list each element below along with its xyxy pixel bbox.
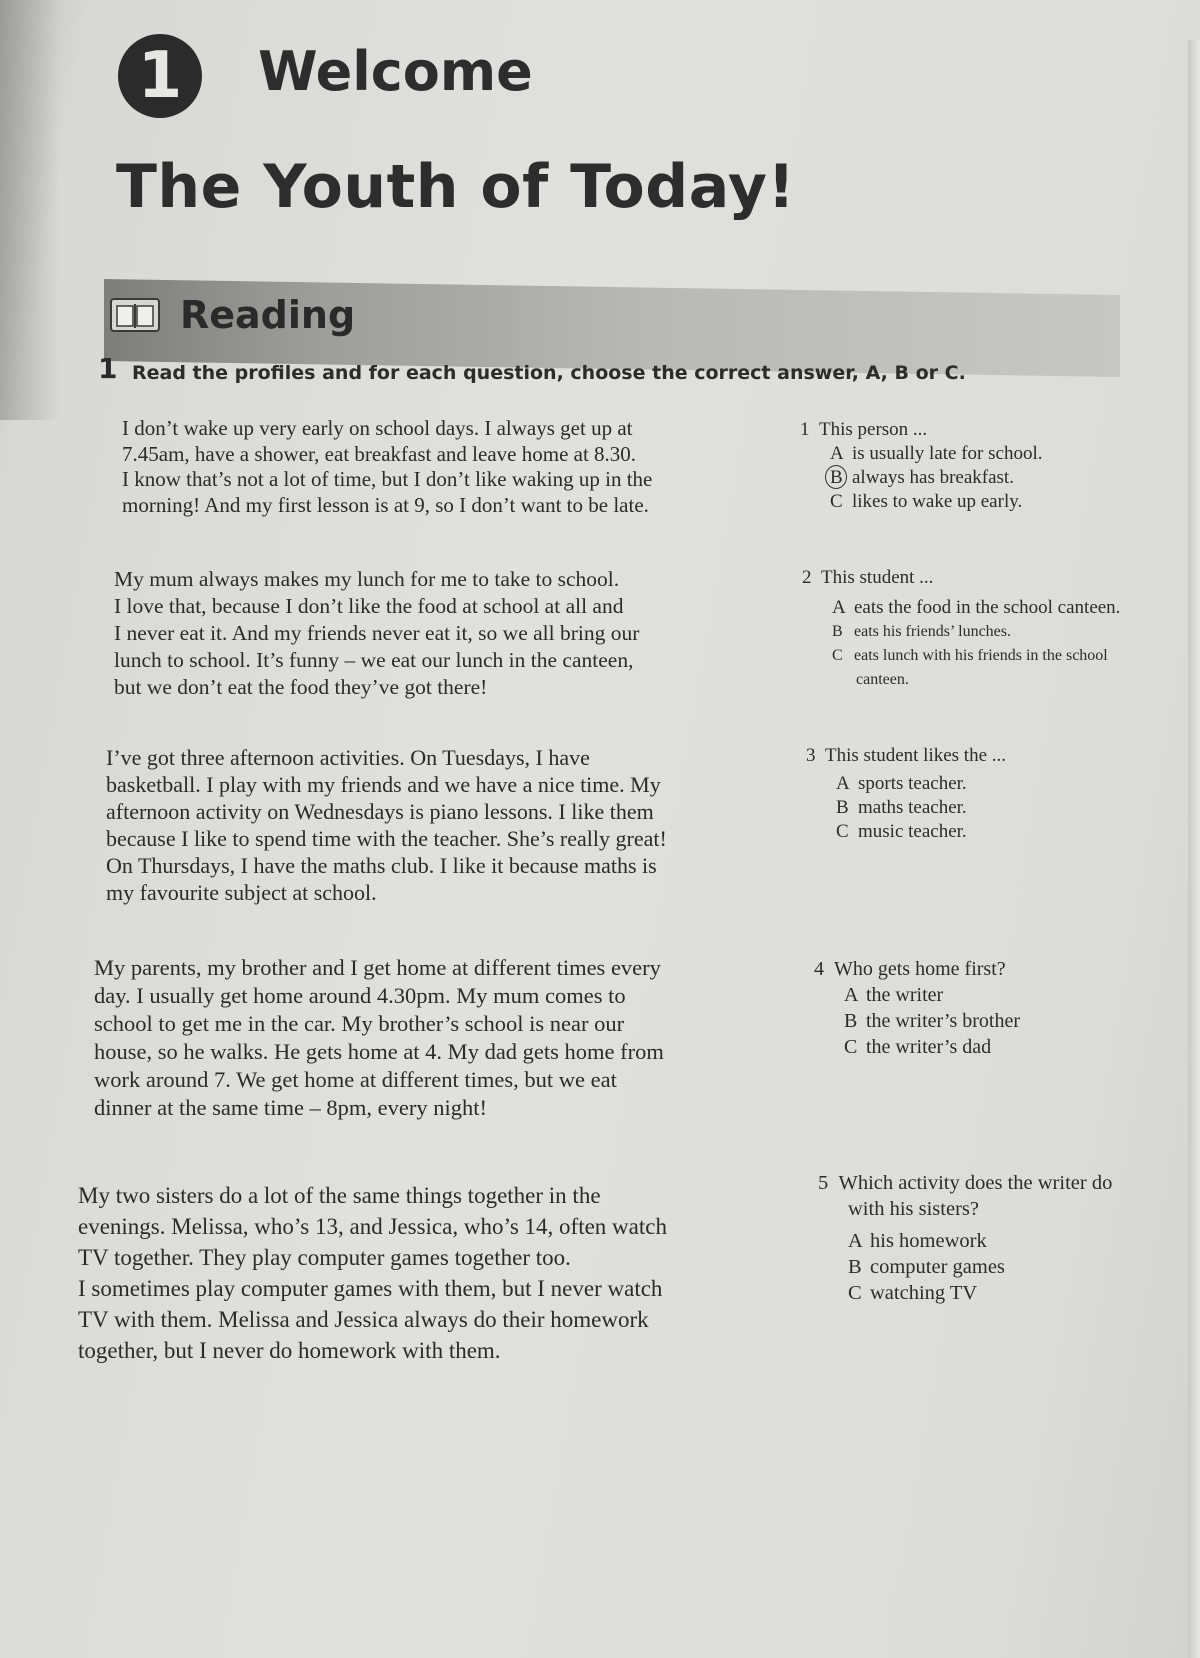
option-c[interactable]: C eats lunch with his friends in the school [832,647,1108,664]
profile-line: day. I usually get home around 4.30pm. My mum comes to [94,983,626,1008]
question-4 [814,956,1020,1060]
profile-line: I don’t wake up very early on school days. I always get up at [122,416,633,440]
profile-line: dinner at the same time – 8pm, every night! [94,1095,488,1120]
profile-5 [78,1180,667,1366]
profile-line: basketball. I play with my friends and we have a nice time. My [106,772,661,797]
option-a[interactable]: A eats the food in the school canteen. [832,597,1121,618]
question-stem-continued: with his sisters? [848,1198,979,1220]
profile-line: work around 7. We get home at different times, but we eat [94,1067,617,1092]
profile-line: I sometimes play computer games with them, but I never watch [78,1276,663,1301]
profile-line: TV together. They play computer games together too. [78,1245,571,1270]
option-c[interactable]: C likes to wake up early. [830,491,1023,512]
question-2 [802,566,1120,692]
question-1 [800,418,1043,514]
option-b[interactable]: B the writer’s brother [844,1010,1021,1032]
question-stem: 4 Who gets home first? [814,958,1006,980]
option-a[interactable]: A sports teacher. [836,773,967,794]
unit-title: Welcome [258,40,533,103]
unit-number-badge: 1 [118,34,202,118]
question-stem: 5 Which activity does the writer do [818,1172,1113,1194]
profile-line: My mum always makes my lunch for me to take to school. [114,567,620,591]
option-c[interactable]: C music teacher. [836,821,967,842]
circled-answer-mark: B [830,466,852,490]
profile-line: because I like to spend time with the teacher. She’s really great! [106,826,667,851]
profile-4 [94,954,664,1122]
option-a[interactable]: A his homework [848,1230,987,1252]
question-stem: 3 This student likes the ... [806,745,1007,766]
section-title: Reading [180,293,356,337]
profile-2 [114,566,639,701]
question-stem: 1 This person ... [800,419,928,440]
option-c-continued: canteen. [856,671,909,688]
profile-line: together, but I never do homework with them. [78,1338,501,1363]
profile-line: I know that’s not a lot of time, but I don’t like waking up in the [122,467,653,491]
profile-line: TV with them. Melissa and Jessica always do their homework [78,1307,649,1332]
profile-line: house, so he walks. He gets home at 4. My dad gets home from [94,1039,664,1064]
profile-line: My two sisters do a lot of the same things together in the [78,1183,601,1208]
profile-line: My parents, my brother and I get home at different times every [94,955,661,980]
profile-line: I love that, because I don’t like the food at school at all and [114,594,624,618]
profile-line: but we don’t eat the food they’ve got there! [114,675,488,699]
profile-line: I’ve got three afternoon activities. On Tuesdays, I have [106,745,590,770]
profile-1 [122,416,652,518]
option-b[interactable]: B eats his friends’ lunches. [832,623,1011,640]
option-b[interactable]: B maths teacher. [836,797,967,818]
page-edge [1188,40,1200,1658]
option-a[interactable]: A the writer [844,984,944,1006]
question-3 [806,744,1006,844]
profile-line: 7.45am, have a shower, eat breakfast and leave home at 8.30. [122,441,637,466]
book-icon [110,298,160,332]
profile-line: evenings. Melissa, who’s 13, and Jessica, who’s 14, often watch [78,1214,667,1239]
option-b[interactable]: B computer games [848,1256,1005,1278]
exercise-number: 1 [98,352,118,385]
option-a[interactable]: A is usually late for school. [830,443,1043,464]
option-c[interactable]: C watching TV [848,1282,978,1304]
profile-line: I never eat it. And my friends never eat it, so we all bring our [114,621,640,645]
page-shadow [0,0,60,420]
profile-line: morning! And my first lesson is at 9, so I don’t want to be late. [122,492,649,517]
profile-line: afternoon activity on Wednesdays is piano lessons. I like them [106,799,654,824]
question-stem: 2 This student ... [802,567,934,588]
profile-3 [106,744,667,906]
lesson-title: The Youth of Today! [116,152,796,222]
profile-line: my favourite subject at school. [106,880,377,905]
exercise-instruction: Read the profiles and for each question, choose the correct answer, A, B or C. [132,362,966,384]
option-b[interactable]: B always has breakfast. [830,467,1014,488]
profile-line: On Thursdays, I have the maths club. I like it because maths is [106,853,657,878]
profile-line: school to get me in the car. My brother’s school is near our [94,1011,625,1036]
profile-line: lunch to school. It’s funny – we eat our lunch in the canteen, [114,648,634,672]
option-c[interactable]: C the writer’s dad [844,1036,992,1058]
question-5 [818,1170,1112,1306]
